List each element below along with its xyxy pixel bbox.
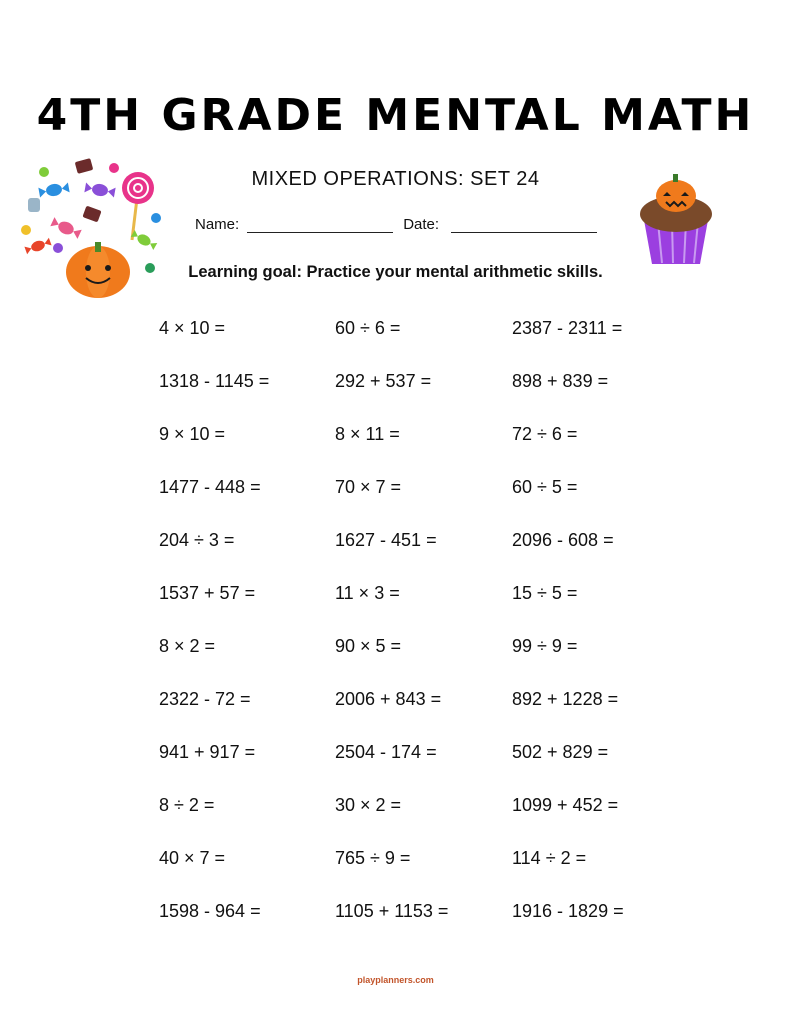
problem-item: 40 × 7 = xyxy=(159,848,226,868)
problem-item: 11 × 3 = xyxy=(335,583,400,603)
name-date-row xyxy=(195,216,597,233)
problem-item: 941 + 917 = xyxy=(159,742,256,762)
footer-logo[interactable] xyxy=(0,975,791,985)
problem-item: 2322 - 72 = xyxy=(159,689,251,709)
problem-item: 2387 - 2311 = xyxy=(512,318,623,338)
problem-item: 1099 + 452 = xyxy=(512,795,619,815)
page-title: 4TH GRADE MENTAL MATH xyxy=(36,90,755,141)
problem-item: 892 + 1228 = xyxy=(512,689,619,709)
problem-item: 292 + 537 = xyxy=(335,371,432,391)
problem-item: 8 × 11 = xyxy=(335,424,400,444)
problem-item: 4 × 10 = xyxy=(159,318,226,338)
problem-item: 90 × 5 = xyxy=(335,636,402,656)
problem-item: 1318 - 1145 = xyxy=(159,371,270,391)
problem-item: 2504 - 174 = xyxy=(335,742,437,762)
problem-item: 898 + 839 = xyxy=(512,371,609,391)
problem-item: 765 ÷ 9 = xyxy=(335,848,411,868)
page-subtitle: MIXED OPERATIONS: SET 24 xyxy=(251,168,540,190)
problem-item: 8 ÷ 2 = xyxy=(159,795,215,815)
date-label: Date: xyxy=(403,216,440,233)
problem-item: 30 × 2 = xyxy=(335,795,402,815)
problem-item: 1105 + 1153 = xyxy=(335,901,449,921)
problem-item: 72 ÷ 6 = xyxy=(512,424,578,444)
problem-item: 2006 + 843 = xyxy=(335,689,442,709)
problem-item: 60 ÷ 5 = xyxy=(512,477,578,497)
footer-logo-text: playplanners.com xyxy=(357,975,434,985)
problem-item: 70 × 7 = xyxy=(335,477,402,497)
problem-item: 99 ÷ 9 = xyxy=(512,636,578,656)
name-label: Name: xyxy=(195,216,240,233)
problem-item: 60 ÷ 6 = xyxy=(335,318,401,338)
problem-item: 114 ÷ 2 = xyxy=(512,848,587,868)
problem-grid xyxy=(159,318,692,954)
problem-item: 2096 - 608 = xyxy=(512,530,614,550)
problem-item: 1627 - 451 = xyxy=(335,530,437,550)
date-field[interactable] xyxy=(451,218,597,233)
problem-item: 1477 - 448 = xyxy=(159,477,261,497)
learning-goal: Learning goal: Practice your mental arithmetic skills. xyxy=(188,263,603,281)
problem-item: 1916 - 1829 = xyxy=(512,901,624,921)
problem-item: 1598 - 964 = xyxy=(159,901,261,921)
problem-item: 9 × 10 = xyxy=(159,424,226,444)
problem-item: 15 ÷ 5 = xyxy=(512,583,578,603)
problem-item: 8 × 2 = xyxy=(159,636,216,656)
problem-item: 204 ÷ 3 = xyxy=(159,530,235,550)
name-field[interactable] xyxy=(247,218,393,233)
problem-item: 1537 + 57 = xyxy=(159,583,256,603)
problem-item: 502 + 829 = xyxy=(512,742,609,762)
